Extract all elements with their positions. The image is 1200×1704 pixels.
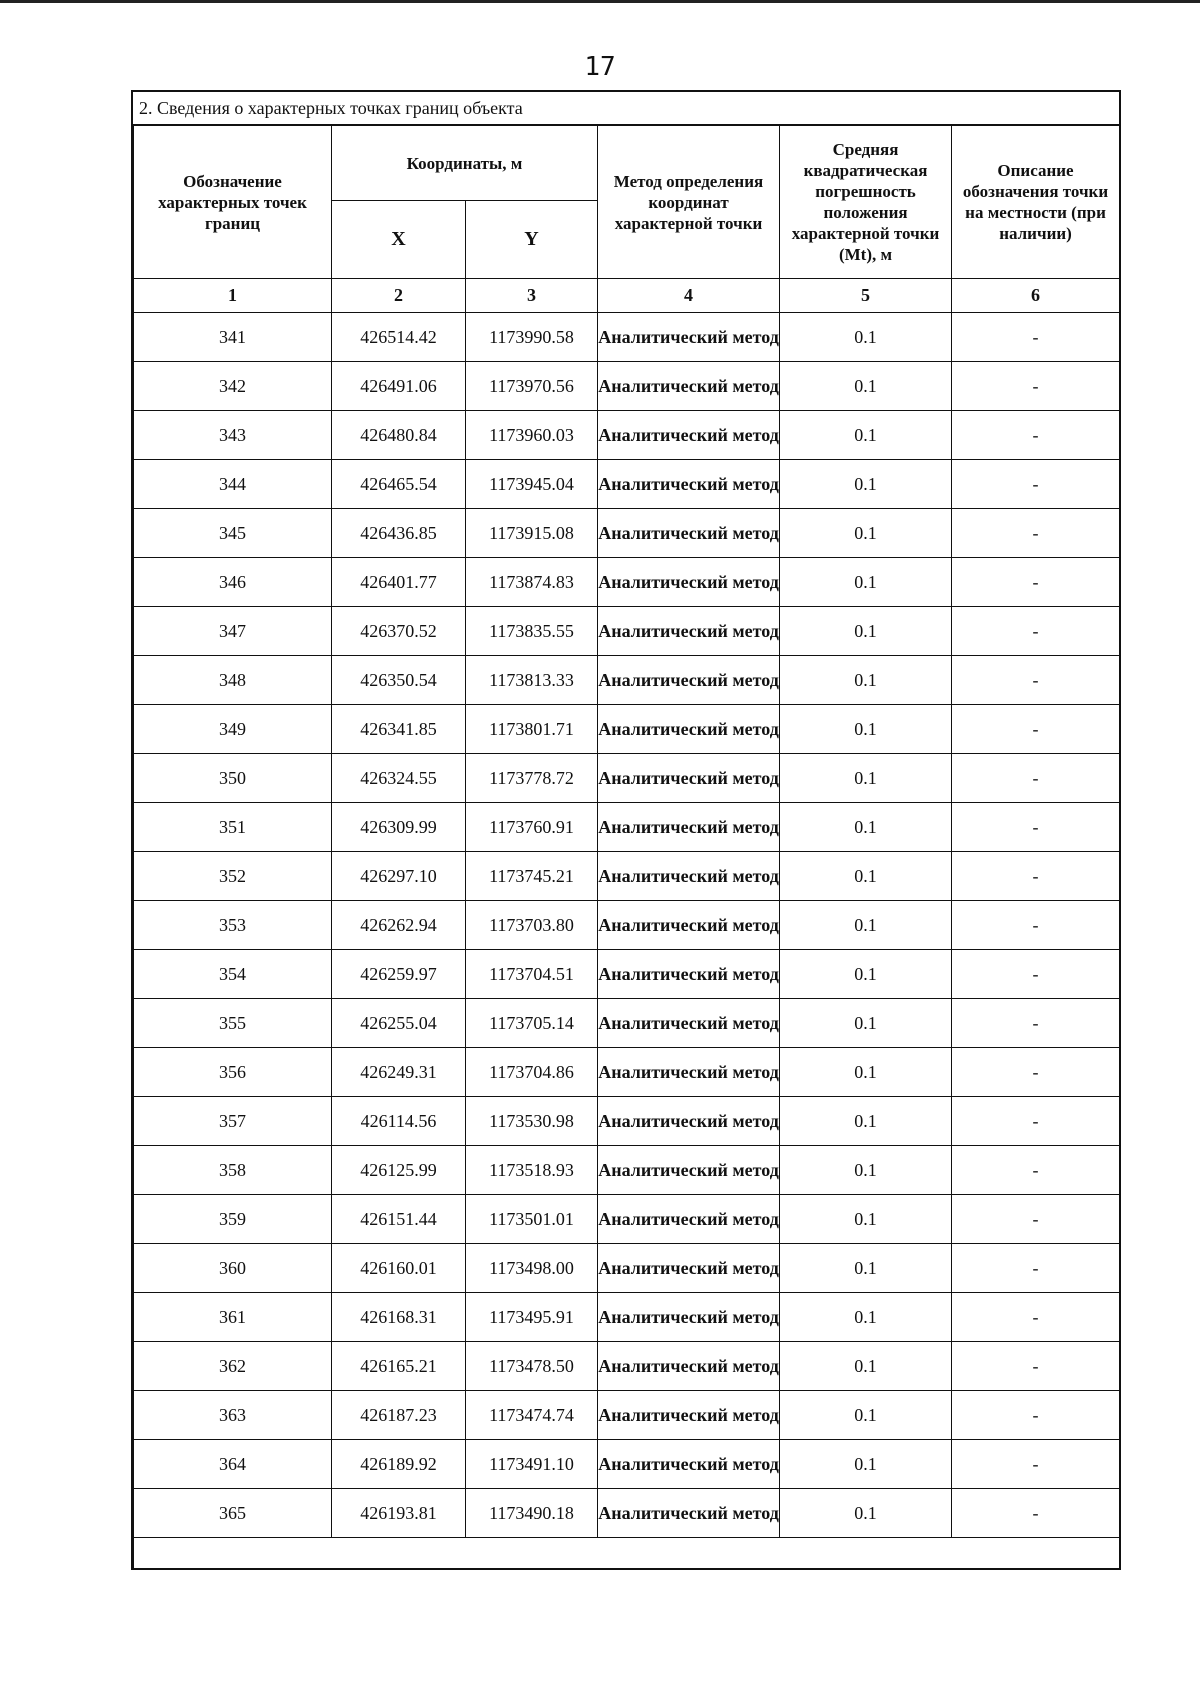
column-number-row xyxy=(134,279,1120,313)
x-coordinate-cell: 426465.54 xyxy=(332,460,466,509)
x-coordinate-cell: 426370.52 xyxy=(332,607,466,656)
point-id-cell: 341 xyxy=(134,313,332,362)
x-coordinate-cell: 426165.21 xyxy=(332,1342,466,1391)
description-cell: - xyxy=(952,803,1120,852)
top-edge-rule xyxy=(0,0,1200,3)
header-description: Описание обозначения точки на местности (при наличии) xyxy=(952,126,1120,279)
header-coordinates: Координаты, м xyxy=(332,126,598,201)
method-cell: Аналитический метод xyxy=(598,1293,780,1342)
method-cell: Аналитический метод xyxy=(598,1048,780,1097)
section-title: 2. Сведения о характерных точках границ объекта xyxy=(139,98,523,118)
header-x: X xyxy=(332,201,466,279)
description-cell: - xyxy=(952,1440,1120,1489)
description-cell: - xyxy=(952,1048,1120,1097)
description-cell: - xyxy=(952,509,1120,558)
method-cell: Аналитический метод xyxy=(598,999,780,1048)
table-row xyxy=(134,509,1120,558)
description-cell: - xyxy=(952,607,1120,656)
method-cell: Аналитический метод xyxy=(598,705,780,754)
description-cell: - xyxy=(952,999,1120,1048)
mt-error-cell: 0.1 xyxy=(780,1293,952,1342)
table-row xyxy=(134,411,1120,460)
empty-cell xyxy=(134,1538,1120,1569)
mt-error-cell: 0.1 xyxy=(780,509,952,558)
y-coordinate-cell: 1173490.18 xyxy=(466,1489,598,1538)
description-cell: - xyxy=(952,1293,1120,1342)
method-cell: Аналитический метод xyxy=(598,1097,780,1146)
x-coordinate-cell: 426187.23 xyxy=(332,1391,466,1440)
description-cell: - xyxy=(952,852,1120,901)
point-id-cell: 360 xyxy=(134,1244,332,1293)
mt-error-cell: 0.1 xyxy=(780,950,952,999)
table-row xyxy=(134,705,1120,754)
y-coordinate-cell: 1173491.10 xyxy=(466,1440,598,1489)
x-coordinate-cell: 426491.06 xyxy=(332,362,466,411)
point-id-cell: 350 xyxy=(134,754,332,803)
y-coordinate-cell: 1173778.72 xyxy=(466,754,598,803)
method-cell: Аналитический метод xyxy=(598,950,780,999)
header-method: Метод определения координат характерной точки xyxy=(598,126,780,279)
mt-error-cell: 0.1 xyxy=(780,1342,952,1391)
x-coordinate-cell: 426151.44 xyxy=(332,1195,466,1244)
method-cell: Аналитический метод xyxy=(598,362,780,411)
column-number: 2 xyxy=(332,279,466,313)
point-id-cell: 362 xyxy=(134,1342,332,1391)
description-cell: - xyxy=(952,1097,1120,1146)
description-cell: - xyxy=(952,558,1120,607)
point-id-cell: 365 xyxy=(134,1489,332,1538)
table-row xyxy=(134,1244,1120,1293)
header-y: Y xyxy=(466,201,598,279)
header-error: Средняя квадратическая погрешность положения характерной точки (Mt), м xyxy=(780,126,952,279)
column-number: 1 xyxy=(134,279,332,313)
table-row xyxy=(134,901,1120,950)
mt-error-cell: 0.1 xyxy=(780,1244,952,1293)
table-row xyxy=(134,1146,1120,1195)
table-row xyxy=(134,1097,1120,1146)
header-designation: Обозначение характерных точек границ xyxy=(134,126,332,279)
description-cell: - xyxy=(952,411,1120,460)
method-cell: Аналитический метод xyxy=(598,656,780,705)
column-number: 4 xyxy=(598,279,780,313)
column-number: 5 xyxy=(780,279,952,313)
table-row xyxy=(134,313,1120,362)
table-row xyxy=(134,558,1120,607)
mt-error-cell: 0.1 xyxy=(780,803,952,852)
description-cell: - xyxy=(952,950,1120,999)
description-cell: - xyxy=(952,1489,1120,1538)
method-cell: Аналитический метод xyxy=(598,1342,780,1391)
table-row xyxy=(134,460,1120,509)
x-coordinate-cell: 426309.99 xyxy=(332,803,466,852)
x-coordinate-cell: 426189.92 xyxy=(332,1440,466,1489)
y-coordinate-cell: 1173945.04 xyxy=(466,460,598,509)
point-id-cell: 361 xyxy=(134,1293,332,1342)
y-coordinate-cell: 1173518.93 xyxy=(466,1146,598,1195)
method-cell: Аналитический метод xyxy=(598,803,780,852)
method-cell: Аналитический метод xyxy=(598,1440,780,1489)
description-cell: - xyxy=(952,754,1120,803)
point-id-cell: 347 xyxy=(134,607,332,656)
x-coordinate-cell: 426436.85 xyxy=(332,509,466,558)
x-coordinate-cell: 426324.55 xyxy=(332,754,466,803)
point-id-cell: 344 xyxy=(134,460,332,509)
y-coordinate-cell: 1173705.14 xyxy=(466,999,598,1048)
table-row xyxy=(134,999,1120,1048)
y-coordinate-cell: 1173498.00 xyxy=(466,1244,598,1293)
point-id-cell: 349 xyxy=(134,705,332,754)
description-cell: - xyxy=(952,313,1120,362)
method-cell: Аналитический метод xyxy=(598,1146,780,1195)
x-coordinate-cell: 426125.99 xyxy=(332,1146,466,1195)
table-row xyxy=(134,362,1120,411)
x-coordinate-cell: 426160.01 xyxy=(332,1244,466,1293)
point-id-cell: 357 xyxy=(134,1097,332,1146)
description-cell: - xyxy=(952,1195,1120,1244)
y-coordinate-cell: 1173474.74 xyxy=(466,1391,598,1440)
table-row xyxy=(134,1391,1120,1440)
description-cell: - xyxy=(952,901,1120,950)
method-cell: Аналитический метод xyxy=(598,460,780,509)
point-id-cell: 348 xyxy=(134,656,332,705)
y-coordinate-cell: 1173704.86 xyxy=(466,1048,598,1097)
description-cell: - xyxy=(952,460,1120,509)
mt-error-cell: 0.1 xyxy=(780,1195,952,1244)
y-coordinate-cell: 1173835.55 xyxy=(466,607,598,656)
table-row xyxy=(134,1489,1120,1538)
description-cell: - xyxy=(952,1342,1120,1391)
method-cell: Аналитический метод xyxy=(598,558,780,607)
mt-error-cell: 0.1 xyxy=(780,754,952,803)
method-cell: Аналитический метод xyxy=(598,1489,780,1538)
method-cell: Аналитический метод xyxy=(598,1244,780,1293)
point-id-cell: 359 xyxy=(134,1195,332,1244)
method-cell: Аналитический метод xyxy=(598,411,780,460)
description-cell: - xyxy=(952,1244,1120,1293)
mt-error-cell: 0.1 xyxy=(780,705,952,754)
point-id-cell: 352 xyxy=(134,852,332,901)
point-id-cell: 364 xyxy=(134,1440,332,1489)
y-coordinate-cell: 1173501.01 xyxy=(466,1195,598,1244)
table-row xyxy=(134,656,1120,705)
table-row xyxy=(134,607,1120,656)
method-cell: Аналитический метод xyxy=(598,754,780,803)
x-coordinate-cell: 426259.97 xyxy=(332,950,466,999)
x-coordinate-cell: 426168.31 xyxy=(332,1293,466,1342)
point-id-cell: 342 xyxy=(134,362,332,411)
y-coordinate-cell: 1173495.91 xyxy=(466,1293,598,1342)
point-id-cell: 363 xyxy=(134,1391,332,1440)
method-cell: Аналитический метод xyxy=(598,1195,780,1244)
x-coordinate-cell: 426193.81 xyxy=(332,1489,466,1538)
method-cell: Аналитический метод xyxy=(598,313,780,362)
mt-error-cell: 0.1 xyxy=(780,313,952,362)
y-coordinate-cell: 1173960.03 xyxy=(466,411,598,460)
mt-error-cell: 0.1 xyxy=(780,362,952,411)
y-coordinate-cell: 1173915.08 xyxy=(466,509,598,558)
x-coordinate-cell: 426480.84 xyxy=(332,411,466,460)
point-id-cell: 351 xyxy=(134,803,332,852)
x-coordinate-cell: 426401.77 xyxy=(332,558,466,607)
y-coordinate-cell: 1173990.58 xyxy=(466,313,598,362)
y-coordinate-cell: 1173703.80 xyxy=(466,901,598,950)
table-row xyxy=(134,852,1120,901)
mt-error-cell: 0.1 xyxy=(780,1489,952,1538)
point-id-cell: 354 xyxy=(134,950,332,999)
table-row xyxy=(134,1195,1120,1244)
mt-error-cell: 0.1 xyxy=(780,607,952,656)
method-cell: Аналитический метод xyxy=(598,852,780,901)
mt-error-cell: 0.1 xyxy=(780,852,952,901)
description-cell: - xyxy=(952,656,1120,705)
description-cell: - xyxy=(952,362,1120,411)
y-coordinate-cell: 1173478.50 xyxy=(466,1342,598,1391)
mt-error-cell: 0.1 xyxy=(780,656,952,705)
y-coordinate-cell: 1173970.56 xyxy=(466,362,598,411)
table-row xyxy=(134,754,1120,803)
mt-error-cell: 0.1 xyxy=(780,1146,952,1195)
y-coordinate-cell: 1173530.98 xyxy=(466,1097,598,1146)
x-coordinate-cell: 426297.10 xyxy=(332,852,466,901)
y-coordinate-cell: 1173813.33 xyxy=(466,656,598,705)
column-number: 3 xyxy=(466,279,598,313)
description-cell: - xyxy=(952,1391,1120,1440)
x-coordinate-cell: 426514.42 xyxy=(332,313,466,362)
mt-error-cell: 0.1 xyxy=(780,999,952,1048)
method-cell: Аналитический метод xyxy=(598,607,780,656)
table-row xyxy=(134,1293,1120,1342)
mt-error-cell: 0.1 xyxy=(780,460,952,509)
column-number: 6 xyxy=(952,279,1120,313)
description-cell: - xyxy=(952,1146,1120,1195)
point-id-cell: 356 xyxy=(134,1048,332,1097)
x-coordinate-cell: 426114.56 xyxy=(332,1097,466,1146)
mt-error-cell: 0.1 xyxy=(780,411,952,460)
point-id-cell: 355 xyxy=(134,999,332,1048)
method-cell: Аналитический метод xyxy=(598,1391,780,1440)
y-coordinate-cell: 1173874.83 xyxy=(466,558,598,607)
boundary-points-table xyxy=(133,125,1120,1569)
method-cell: Аналитический метод xyxy=(598,901,780,950)
method-cell: Аналитический метод xyxy=(598,509,780,558)
x-coordinate-cell: 426249.31 xyxy=(332,1048,466,1097)
y-coordinate-cell: 1173760.91 xyxy=(466,803,598,852)
x-coordinate-cell: 426255.04 xyxy=(332,999,466,1048)
point-id-cell: 353 xyxy=(134,901,332,950)
table-row xyxy=(134,1342,1120,1391)
header-row xyxy=(134,126,1120,201)
mt-error-cell: 0.1 xyxy=(780,1391,952,1440)
x-coordinate-cell: 426262.94 xyxy=(332,901,466,950)
point-id-cell: 358 xyxy=(134,1146,332,1195)
x-coordinate-cell: 426350.54 xyxy=(332,656,466,705)
page-number: 17 xyxy=(584,52,616,82)
empty-trailing-row xyxy=(134,1538,1120,1569)
mt-error-cell: 0.1 xyxy=(780,901,952,950)
point-id-cell: 346 xyxy=(134,558,332,607)
point-id-cell: 343 xyxy=(134,411,332,460)
y-coordinate-cell: 1173704.51 xyxy=(466,950,598,999)
y-coordinate-cell: 1173801.71 xyxy=(466,705,598,754)
y-coordinate-cell: 1173745.21 xyxy=(466,852,598,901)
point-id-cell: 345 xyxy=(134,509,332,558)
mt-error-cell: 0.1 xyxy=(780,1440,952,1489)
description-cell: - xyxy=(952,705,1120,754)
mt-error-cell: 0.1 xyxy=(780,558,952,607)
table-row xyxy=(134,803,1120,852)
table-row xyxy=(134,1048,1120,1097)
x-coordinate-cell: 426341.85 xyxy=(332,705,466,754)
table-row xyxy=(134,1440,1120,1489)
mt-error-cell: 0.1 xyxy=(780,1097,952,1146)
mt-error-cell: 0.1 xyxy=(780,1048,952,1097)
table-row xyxy=(134,950,1120,999)
